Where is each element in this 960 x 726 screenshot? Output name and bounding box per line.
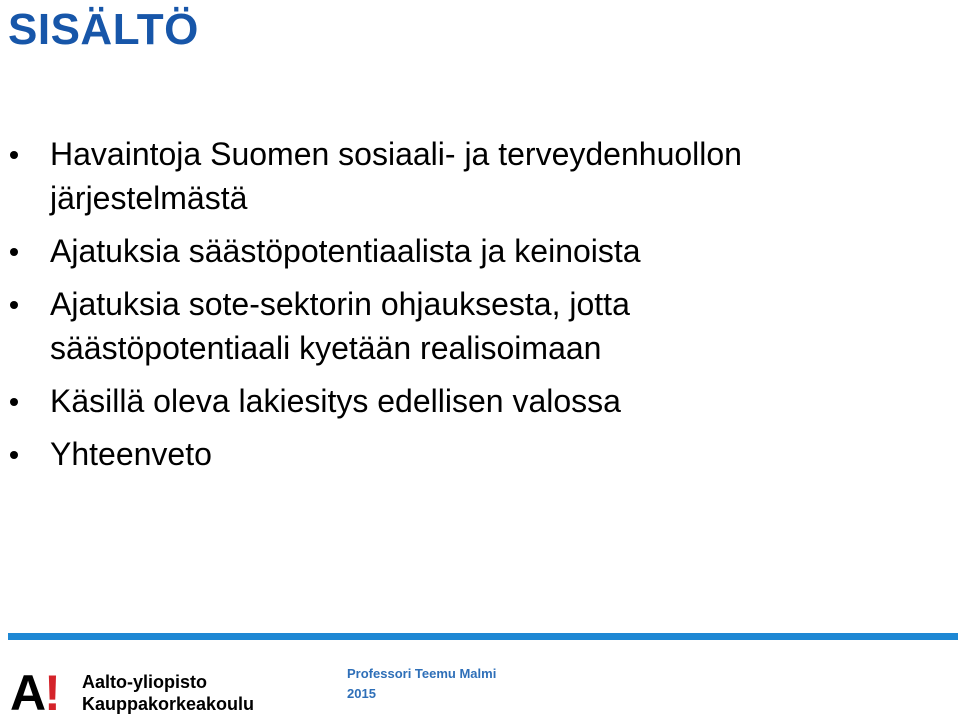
bullet-item: [0, 432, 900, 476]
aalto-logo-mark-icon: A!: [10, 665, 59, 721]
presenter-info: [347, 664, 496, 704]
bullet-dot-icon: [10, 398, 18, 406]
presenter-name: Professori Teemu Malmi: [347, 666, 497, 681]
bullet-item: [0, 132, 900, 220]
bullet-item: [0, 282, 900, 370]
bullet-list: [0, 132, 900, 485]
slide-title: SISÄLTÖ: [8, 5, 199, 54]
bullet-text-line: Havaintoja Suomen sosiaali- ja terveydenhuollon: [50, 136, 742, 172]
presentation-year: 2015: [347, 686, 376, 701]
bullet-text-line: säästöpotentiaali kyetään realisoimaan: [50, 330, 602, 366]
bullet-item: [0, 379, 900, 423]
aalto-logo: [10, 664, 255, 722]
bullet-dot-icon: [10, 301, 18, 309]
bullet-text-line: Ajatuksia sote-sektorin ohjauksesta, jotta: [50, 286, 630, 322]
bullet-dot-icon: [10, 151, 18, 159]
footer-divider: [8, 633, 958, 640]
bullet-dot-icon: [10, 451, 18, 459]
logo-school-name: Kauppakorkeakoulu: [82, 694, 255, 714]
bullet-text-line: järjestelmästä: [50, 180, 248, 216]
bullet-text-line: Ajatuksia säästöpotentiaalista ja keinoista: [50, 233, 641, 269]
logo-university-name: Aalto-yliopisto: [82, 672, 207, 692]
bullet-dot-icon: [10, 248, 18, 256]
bullet-item: [0, 229, 900, 273]
bullet-text-line: Käsillä oleva lakiesitys edellisen valossa: [50, 383, 621, 419]
bullet-text-line: Yhteenveto: [50, 436, 212, 472]
